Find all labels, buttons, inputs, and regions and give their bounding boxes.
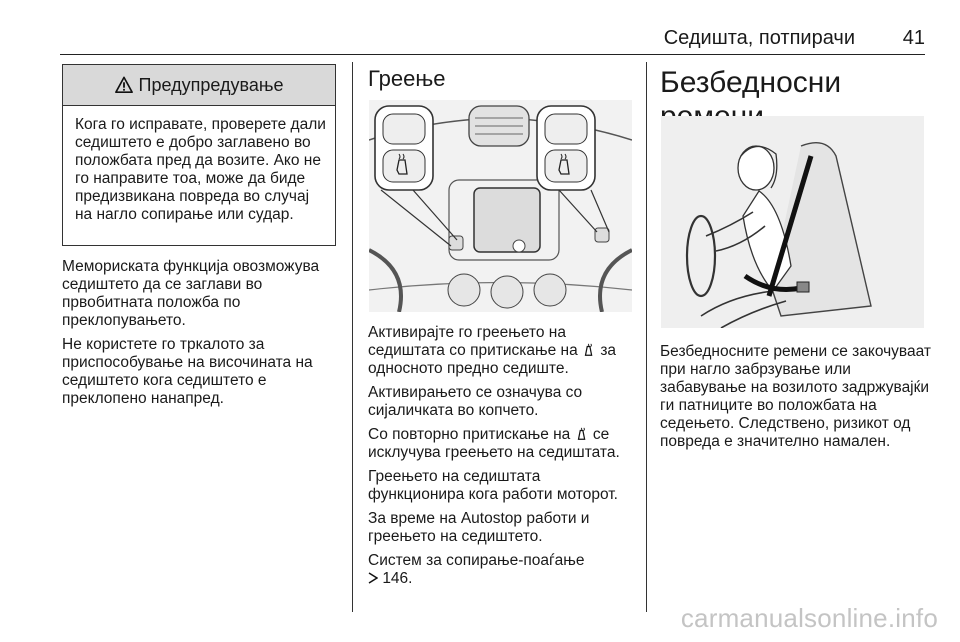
paragraph-activate: Активирајте го греењето на седиштата со притискање на за односното предно седиште. — [368, 324, 617, 377]
paragraph-autostop: За време на Autostop работи и греењето на седиштето. — [368, 510, 590, 545]
column-divider-2 — [646, 62, 647, 612]
warning-text: Кога го исправате, проверете дали седиштето е добро заглавено во положбата пред да возите. Ако не го направите тоа, може да биде предизвикана повреда во случај на нагло сопирање или судар. — [75, 116, 326, 223]
page-number: 41 — [902, 27, 925, 49]
page-reference-arrow-icon[interactable] — [368, 572, 378, 584]
watermark: carmanualsonline.info — [680, 603, 938, 633]
paragraph-reference: Систем за сопирање-поаѓање 146. — [368, 552, 585, 587]
paragraph-height-wheel: Не користете го тркалото за приспособување на височината на седиштето кога седиштето е преклопено нанапред. — [62, 336, 313, 407]
page-header — [60, 22, 925, 52]
seatbelt-driver-illustration — [661, 116, 924, 328]
warning-box — [62, 64, 336, 246]
paragraph-indicator: Активирањето се означува со сијаличката во копчето. — [368, 384, 583, 419]
warning-title: Предупредување — [138, 74, 284, 95]
dashboard-heating-buttons-illustration — [369, 100, 632, 312]
column-divider-1 — [352, 62, 353, 612]
paragraph-memory: Меморискaта функција овозможува седиштето да се заглави во првобитната положба по преклопувањето. — [62, 258, 320, 329]
warning-header — [63, 65, 335, 106]
section-title: Седишта, потпирачи — [663, 27, 855, 49]
left-column-body — [62, 258, 342, 414]
seatbelts-title: Безбедносни — [660, 66, 842, 99]
right-column-body — [660, 343, 940, 457]
page-reference-link[interactable]: 146. — [382, 570, 413, 587]
warning-triangle-icon — [115, 76, 133, 94]
heating-title: Греење — [368, 66, 446, 91]
seat-heating-icon — [575, 427, 589, 441]
paragraph-engine: Греењето на седиштата функционира кога работи моторот. — [368, 468, 618, 503]
paragraph-seatbelts: Безбедносните ремени се закочуваат при нагло забрзување или забавување на возилото задржувајќи ги патниците во положбата на седењето. Следствено, ризикот од повреда е значително намален. — [660, 343, 931, 450]
header-rule — [60, 54, 925, 55]
paragraph-deactivate: Со повторно притискање на се исклучува греењето на седиштата. — [368, 426, 620, 461]
middle-column-header — [368, 66, 638, 92]
seat-heating-icon — [582, 343, 596, 357]
middle-column-body — [368, 324, 640, 594]
